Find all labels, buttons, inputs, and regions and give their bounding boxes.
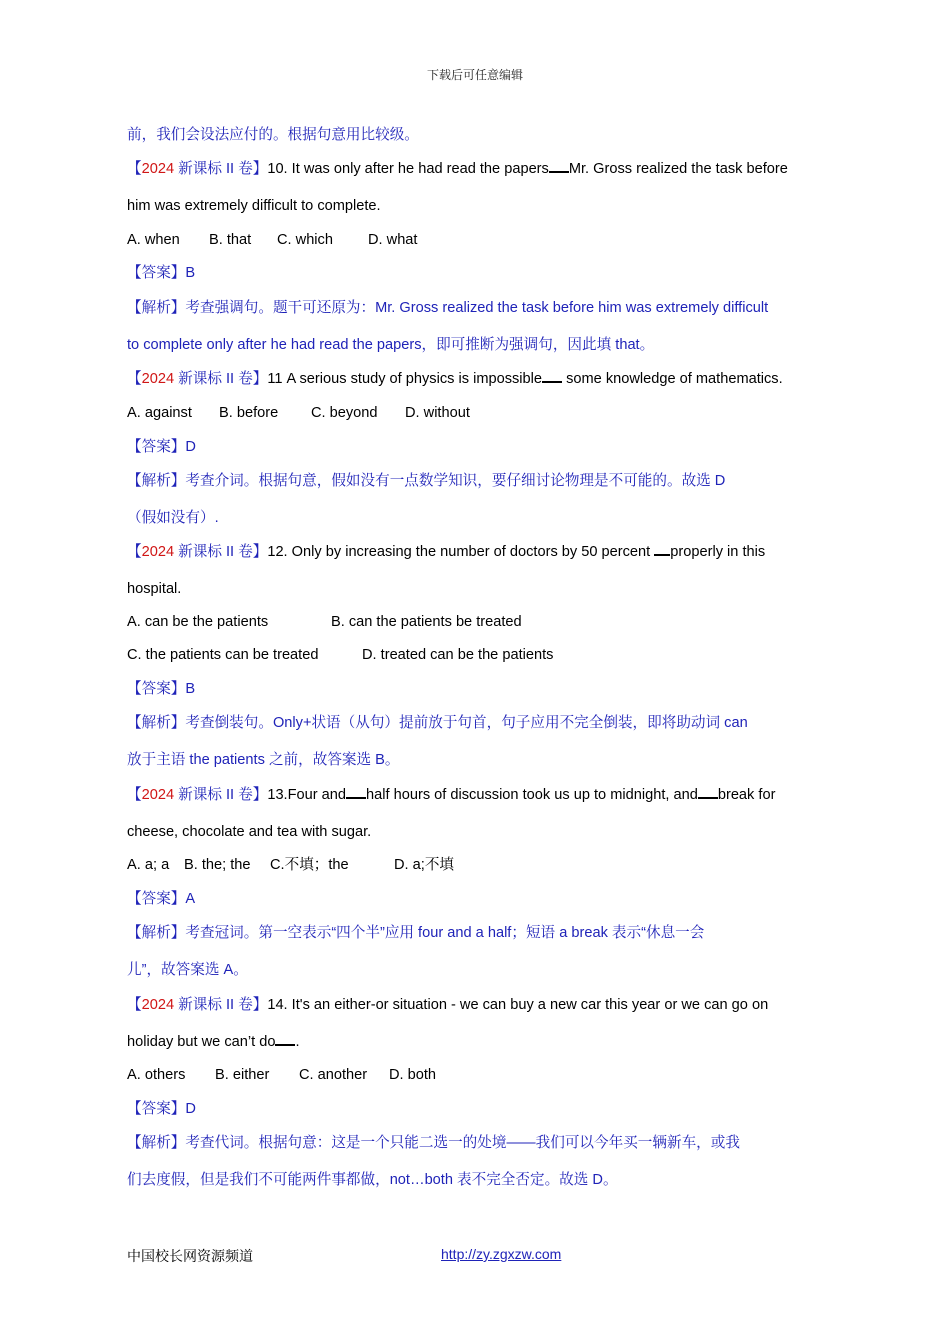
question-12-options-row1: [127, 611, 522, 633]
page-header: 下载后可任意编辑: [426, 68, 523, 82]
question-10-options: [127, 229, 417, 251]
option-d: D. a;不填: [394, 857, 455, 873]
option-d: D. both: [389, 1067, 437, 1083]
question-14: [127, 994, 768, 1016]
question-text: 11 A serious study of physics is impossible: [267, 371, 543, 387]
source-bracket: 【: [127, 787, 142, 803]
answer-11: 【答案】D: [127, 439, 196, 455]
explanation-10-line2: to complete only after he had read the papers，即可推断为强调句，因此填 that。: [127, 337, 655, 353]
question-14-cont: [127, 1031, 300, 1053]
answer-12: 【答案】B: [127, 681, 196, 697]
option-a: A. can be the patients: [127, 614, 269, 630]
question-text: holiday but we can’t do: [127, 1034, 276, 1050]
source-year: 2024: [141, 787, 175, 803]
option-d: D. what: [368, 232, 418, 248]
explanation-13-line1: 【解析】考查冠词。第一空表示“四个半”应用 four and a half；短语 a break 表示“休息一会: [127, 925, 705, 941]
explanation-12-line2: 放于主语 the patients 之前，故答案选 B。: [127, 752, 400, 768]
question-12: [127, 541, 765, 563]
question-12-cont: hospital.: [127, 581, 182, 597]
question-text: 13.Four and: [267, 787, 347, 803]
question-12-options-row2: [127, 644, 553, 666]
question-text: half hours of discussion took us up to midnight, and: [366, 787, 698, 803]
question-11: [127, 368, 783, 390]
source-year: 2024: [141, 161, 175, 177]
source-year: 2024: [141, 997, 175, 1013]
option-b: B. before: [219, 405, 279, 421]
option-c: C.不填；the: [270, 857, 349, 873]
question-text: properly in this: [670, 544, 766, 560]
explanation-14-line1: 【解析】考查代词。根据句意：这是一个只能二选一的处境——我们可以今年买一辆新车，或我: [127, 1135, 740, 1151]
option-b: B. the; the: [184, 857, 251, 873]
question-10-cont: him was extremely difficult to complete.: [127, 198, 381, 214]
answer-blank: [275, 1032, 295, 1046]
answer-blank: [698, 785, 718, 799]
source-bracket: 【: [127, 161, 142, 177]
option-d: D. without: [405, 405, 470, 421]
question-10: [127, 158, 832, 180]
answer-blank: [542, 369, 562, 383]
option-b: B. that: [209, 232, 252, 248]
source-label: 新课标 II 卷】: [174, 161, 268, 177]
answer-blank: [549, 159, 569, 173]
question-text: .: [295, 1034, 300, 1050]
question-11-options: [127, 402, 470, 424]
question-13-cont: cheese, chocolate and tea with sugar.: [127, 824, 372, 840]
option-c: C. beyond: [311, 405, 378, 421]
question-text: some knowledge of mathematics.: [562, 371, 783, 387]
footer-source: 中国校长网资源频道: [127, 1249, 253, 1265]
source-bracket: 【: [127, 544, 142, 560]
explanation-11-line2: （假如没有）.: [127, 510, 219, 526]
explanation-continued: 前，我们会设法应付的。根据句意用比较级。: [127, 127, 419, 143]
source-label: 新课标 II 卷】: [174, 371, 268, 387]
question-14-options: [127, 1064, 436, 1086]
option-c: C. another: [299, 1067, 368, 1083]
explanation-13-line2: 儿”，故答案选 A。: [127, 962, 248, 978]
question-text: Mr. Gross realized the task before: [568, 161, 788, 177]
option-a: A. when: [127, 232, 180, 248]
option-a: A. a; a: [127, 857, 170, 873]
footer-link[interactable]: http://zy.zgxzw.com: [441, 1246, 562, 1262]
explanation-10-line1: 【解析】考查强调句。题干可还原为：Mr. Gross realized the task before him was extremely difficult: [127, 300, 769, 316]
question-text: 12. Only by increasing the number of doctors by 50 percent: [267, 544, 655, 560]
option-d: D. treated can be the patients: [362, 647, 554, 663]
explanation-12-line1: 【解析】考查倒装句。Only+状语（从句）提前放于句首，句子应用不完全倒装，即将助动词 can: [127, 715, 748, 731]
answer-10: 【答案】B: [127, 265, 196, 281]
option-b: B. either: [215, 1067, 270, 1083]
source-year: 2024: [141, 371, 175, 387]
source-label: 新课标 II 卷】: [174, 997, 268, 1013]
answer-blank: [654, 542, 670, 556]
answer-blank: [346, 785, 366, 799]
option-c: C. which: [277, 232, 333, 248]
source-label: 新课标 II 卷】: [174, 787, 268, 803]
question-13: [127, 784, 775, 806]
question-text: 10. It was only after he had read the papers: [267, 161, 549, 177]
question-text: break for: [717, 787, 776, 803]
explanation-11-line1: 【解析】考查介词。根据句意，假如没有一点数学知识，要仔细讨论物理是不可能的。故选 D: [127, 473, 726, 489]
explanation-14-line2: 们去度假，但是我们不可能两件事都做，not…both 表不完全否定。故选 D。: [127, 1172, 618, 1188]
source-bracket: 【: [127, 997, 142, 1013]
option-b: B. can the patients be treated: [331, 614, 522, 630]
question-13-options: [127, 854, 454, 876]
source-year: 2024: [141, 544, 175, 560]
question-text: 14. It's an either-or situation - we can buy a new car this year or we can go on: [267, 997, 769, 1013]
option-c: C. the patients can be treated: [127, 647, 319, 663]
source-bracket: 【: [127, 371, 142, 387]
answer-13: 【答案】A: [127, 891, 196, 907]
answer-14: 【答案】D: [127, 1101, 196, 1117]
option-a: A. others: [127, 1067, 186, 1083]
option-a: A. against: [127, 405, 192, 421]
source-label: 新课标 II 卷】: [174, 544, 268, 560]
